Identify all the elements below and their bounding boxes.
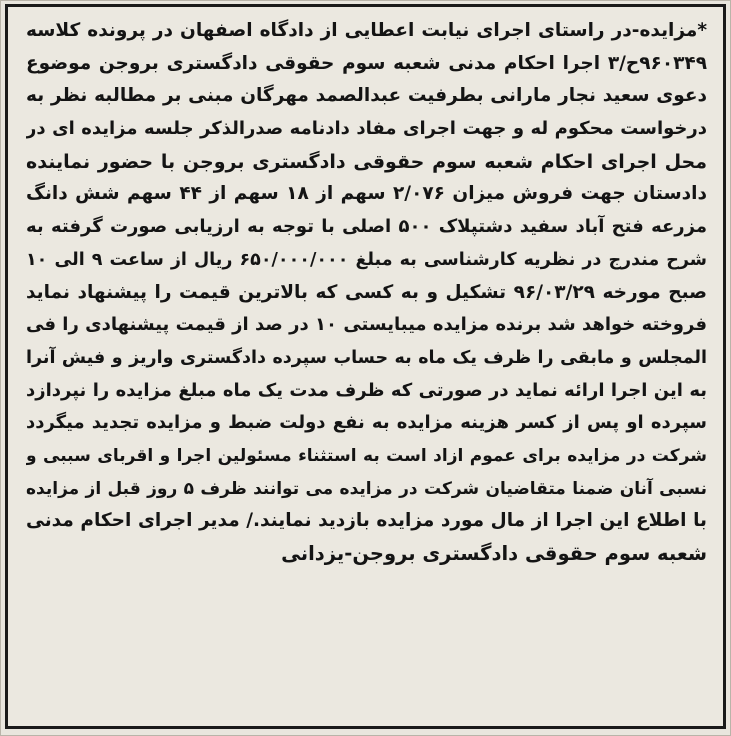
notice-line: درخواست محکوم له و جهت اجرای مفاد دادنامه صدرالذکر جلسه مزایده ای در <box>26 118 707 140</box>
notice-line: صبح مورخه ۹۶/۰۳/۲۹ تشکیل و به کسی که بالاترین قیمت را پیشنهاد نماید <box>26 281 707 303</box>
notice-line-signature: شعبه سوم حقوقی دادگستری بروجن-یزدانی <box>281 542 707 565</box>
notice-line: المجلس و مابقی را ظرف یک ماه به حساب سپرده دادگستری واریز و فیش آنرا <box>26 347 707 368</box>
notice-line: نسبی آنان ضمنا متقاضیان شرکت در مزایده می توانند ظرف ۵ روز قبل از مزایده <box>26 478 707 499</box>
notice-line: سپرده او پس از کسر هزینه مزایده به نفع دولت ضبط و مزایده تجدید میگردد <box>26 412 707 434</box>
notice-line: دادستان جهت فروش میزان ۲/۰۷۶ سهم از ۱۸ سهم از ۴۴ سهم شش دانگ <box>26 183 707 205</box>
notice-line: محل اجرای احکام شعبه سوم حقوقی دادگستری بروجن با حضور نماینده <box>26 150 707 173</box>
notice-line: شرکت در مزایده برای عموم ازاد است به استثناء مسئولین اجرا و اقربای سببی و <box>26 445 707 466</box>
notice-line: دعوی سعید نجار مارانی بطرفیت عبدالصمد مهرگان مبنی بر مطالبه نظر به <box>26 85 707 107</box>
notice-line: به این اجرا ارائه نماید در صورتی که ظرف مدت یک ماه مبلغ مزایده را نپردازد <box>26 379 707 401</box>
notice-line: شرح مندرج در نظریه کارشناسی به مبلغ ۶۵۰/۰۰۰/۰۰۰ ریال از ساعت ۹ الی ۱۰ <box>26 249 707 270</box>
auction-notice-text <box>26 15 707 571</box>
notice-line: *مزایده-در راستای اجرای نیابت اعطایی از دادگاه اصفهان در پرونده کلاسه <box>26 20 707 41</box>
notice-line: با اطلاع این اجرا از مال مورد مزایده بازدید نمایند./ مدیر اجرای احکام مدنی <box>26 510 707 532</box>
notice-frame <box>5 4 726 729</box>
notice-line: مزرعه فتح آباد سفید دشتپلاک ۵۰۰ اصلی با توجه به ارزیابی صورت گرفته به <box>26 216 707 238</box>
notice-line: فروخته خواهد شد برنده مزایده میبایستی ۱۰ در صد از قیمت پیشنهادی را فی <box>26 314 707 336</box>
notice-line: ۹۶۰۳۴۹ح/۳ اجرا احکام مدنی شعبه سوم حقوقی دادگستری بروجن موضوع <box>26 52 707 74</box>
